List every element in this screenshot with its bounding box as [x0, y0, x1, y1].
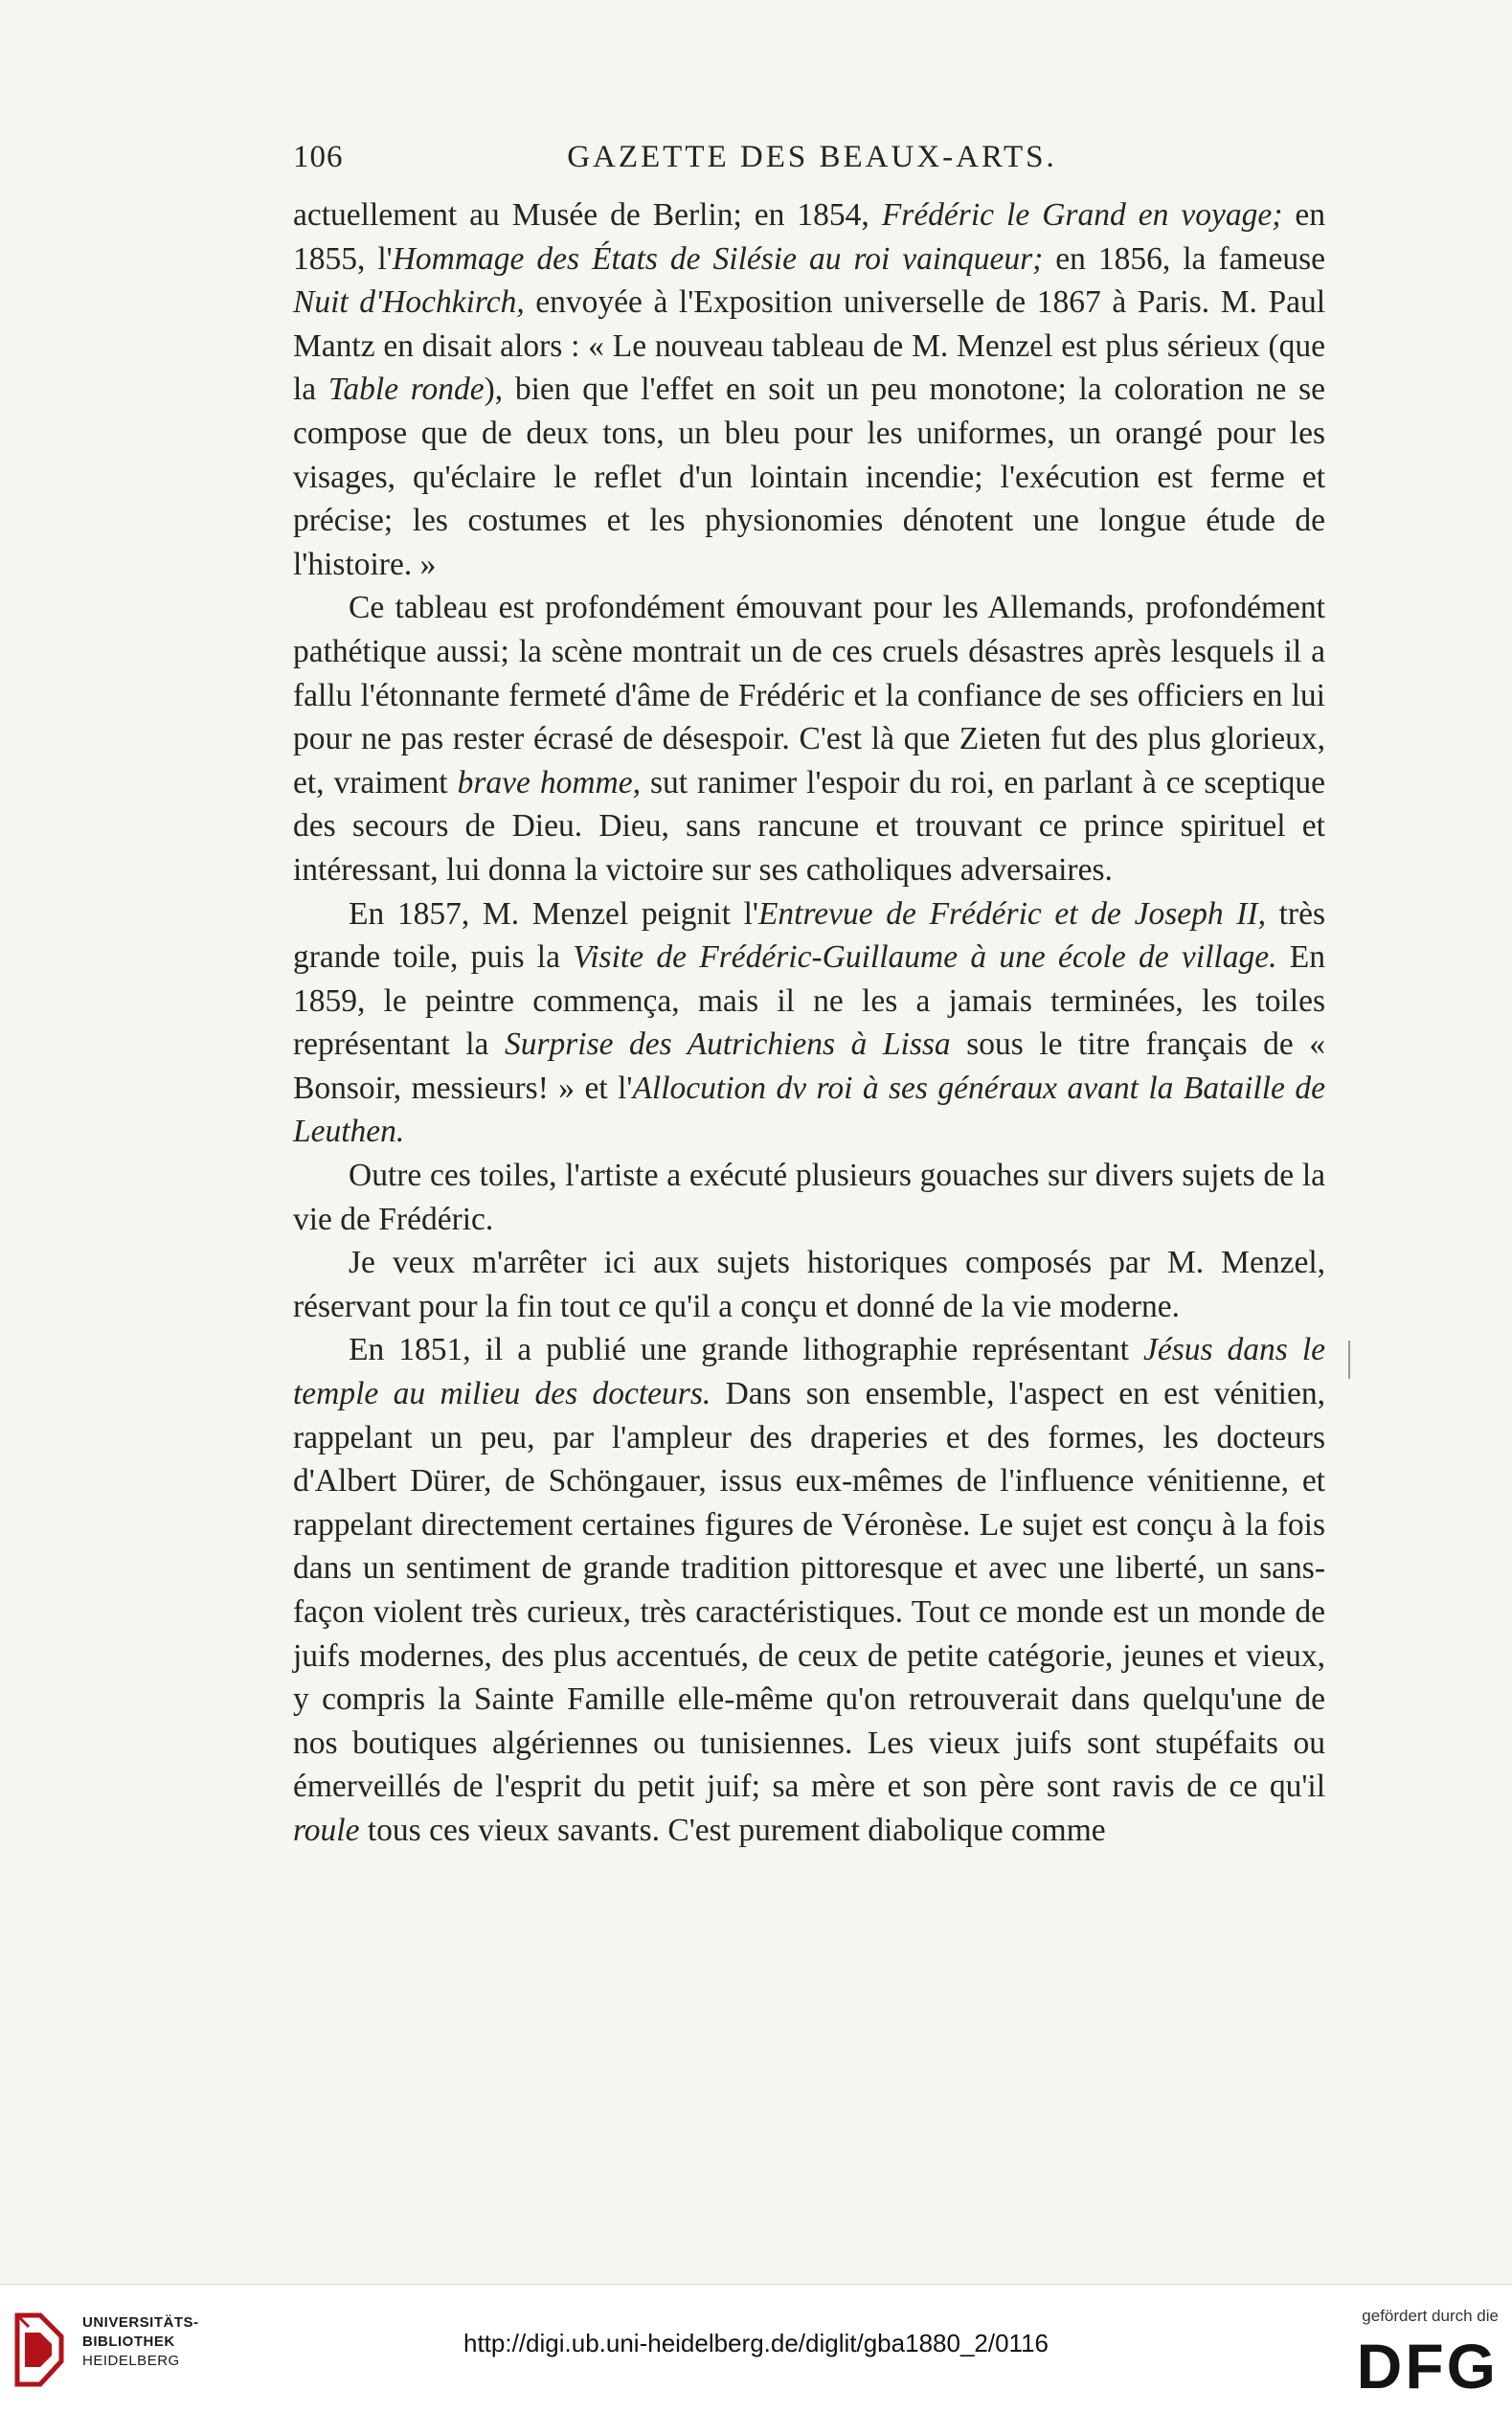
body-text: En 1851, il a publié une grande lithographie représentant: [349, 1332, 1143, 1368]
body-text: Dans son ensemble, l'aspect en est vénitien, rappelant un peu, par l'ampleur des draperies et des formes, les docteurs d'Albert Dürer, de Schöngauer, issus eux-mêmes de l'influence vénitienne, et rappelant directement certaines figures de Véronèse. Le sujet est conçu à la fois dans un sentiment de grande tradition pittoresque et avec une liberté, un sans-façon violent très curieux, très caractéristiques. Tout ce monde est un monde de juifs modernes, des plus accentués, de ceux de petite catégorie, jeunes et vieux, y compris la Sainte Famille elle-même qu'on retrouverait dans quelqu'une de nos boutiques algériennes ou tunisiennes. Les vieux juifs sont stupéfaits ou émerveillés de l'esprit du petit juif; sa mère et son père sont ravis de ce qu'il: [293, 1376, 1325, 1805]
italic-title-text: Table ronde: [327, 372, 485, 408]
body-text: en 1856, la fameuse: [1043, 240, 1326, 277]
body-text: En 1857, M. Menzel peignit l': [349, 895, 758, 932]
paragraph: [293, 1328, 1325, 1852]
italic-title-text: roule: [293, 1812, 360, 1848]
italic-title-text: Hommage des États de Silésie au roi vainqueur;: [392, 240, 1044, 277]
body-text: très grande toile, puis la: [293, 895, 1325, 976]
paragraph: [293, 1154, 1325, 1241]
body-text: ), bien que l'effet en soit un peu monotone; la coloration ne se compose que de deux tons, un bleu pour les uniformes, un orangé pour les visages, qu'éclaire le reflet d'un lointain incendie; l'exécution est ferme et précise; les costumes et les physionomies dénotent une longue étude de l'histoire. »: [293, 372, 1325, 582]
scan-edge-mark: [1348, 1341, 1350, 1379]
body-text: actuellement au Musée de Berlin; en 1854,: [293, 197, 882, 233]
italic-title-text: brave homme,: [457, 764, 641, 801]
paragraph: [293, 892, 1325, 1155]
running-title: GAZETTE DES BEAUX-ARTS.: [567, 140, 1057, 174]
paragraph: [293, 586, 1325, 891]
library-name-line3: HEIDELBERG: [82, 2353, 180, 2369]
body-text: sut ranimer l'espoir du roi, en parlant à ce sceptique des secours de Dieu. Dieu, sans rancune et trouvant ce prince spirituel et intéressant, lui donna la victoire sur ses catholiques adversaires.: [293, 764, 1326, 888]
body-text: en 1855, l': [293, 197, 1325, 277]
body-text: sous le titre français de « Bonsoir, messieurs! » et l': [293, 1026, 1326, 1106]
funding-caption: gefördert durch die: [1362, 2307, 1499, 2325]
body-text: En 1859, le peintre commença, mais il ne les a jamais terminées, les toiles représentant la: [293, 939, 1325, 1063]
dfg-logo: DFG: [1356, 2331, 1499, 2402]
italic-title-text: Nuit d'Hochkirch,: [293, 284, 525, 321]
italic-title-text: Visite de Frédéric-Guillaume à une école de village.: [573, 939, 1277, 976]
italic-title-text: Entrevue de Frédéric et de Joseph II,: [757, 895, 1266, 932]
italic-title-text: Jésus dans le temple au milieu des docteurs.: [293, 1332, 1325, 1412]
library-name-line2: BIBLIOTHEK: [82, 2334, 175, 2350]
italic-title-text: Surprise des Autrichiens à Lissa: [504, 1026, 951, 1063]
source-url-link[interactable]: http://digi.ub.uni-heidelberg.de/diglit/gba1880_2/0116: [463, 2329, 1049, 2357]
funding-block: [1336, 2306, 1499, 2402]
body-text: tous ces vieux savants. C'est purement diabolique comme: [359, 1812, 1106, 1848]
italic-title-text: Frédéric le Grand en voyage;: [881, 197, 1283, 233]
page-number: 106: [293, 140, 344, 174]
paragraph: [293, 193, 1325, 586]
paragraph: [293, 1241, 1325, 1328]
digitization-footer: [0, 2284, 1512, 2413]
page-header: [293, 140, 1331, 188]
library-name-line1: UNIVERSITÄTS-: [82, 2314, 199, 2331]
body-text: envoyée à l'Exposition universelle de 1867 à Paris. M. Paul Mantz en disait alors : « Le nouveau tableau de M. Menzel est plus sérieux (que la: [293, 284, 1326, 408]
italic-title-text: Allocution dv roi à ses généraux avant la Bataille de Leuthen.: [293, 1070, 1325, 1150]
body-text: Je veux m'arrêter ici aux sujets historiques composés par M. Menzel, réservant pour la fin tout ce qu'il a conçu et donné de la vie moderne.: [293, 1245, 1325, 1324]
article-body: [293, 193, 1325, 1853]
body-text: Outre ces toiles, l'artiste a exécuté plusieurs gouaches sur divers sujets de la vie de Frédéric.: [293, 1158, 1325, 1237]
body-text: Ce tableau est profondément émouvant pour les Allemands, profondément pathétique aussi; la scène montrait un de ces cruels désastres après lesquels il a fallu l'étonnante fermeté d'âme de Frédéric et la confiance de ses officiers en lui pour ne pas rester écrasé de désespoir. C'est là que Zieten fut des plus glorieux, et, vraiment: [293, 590, 1325, 801]
